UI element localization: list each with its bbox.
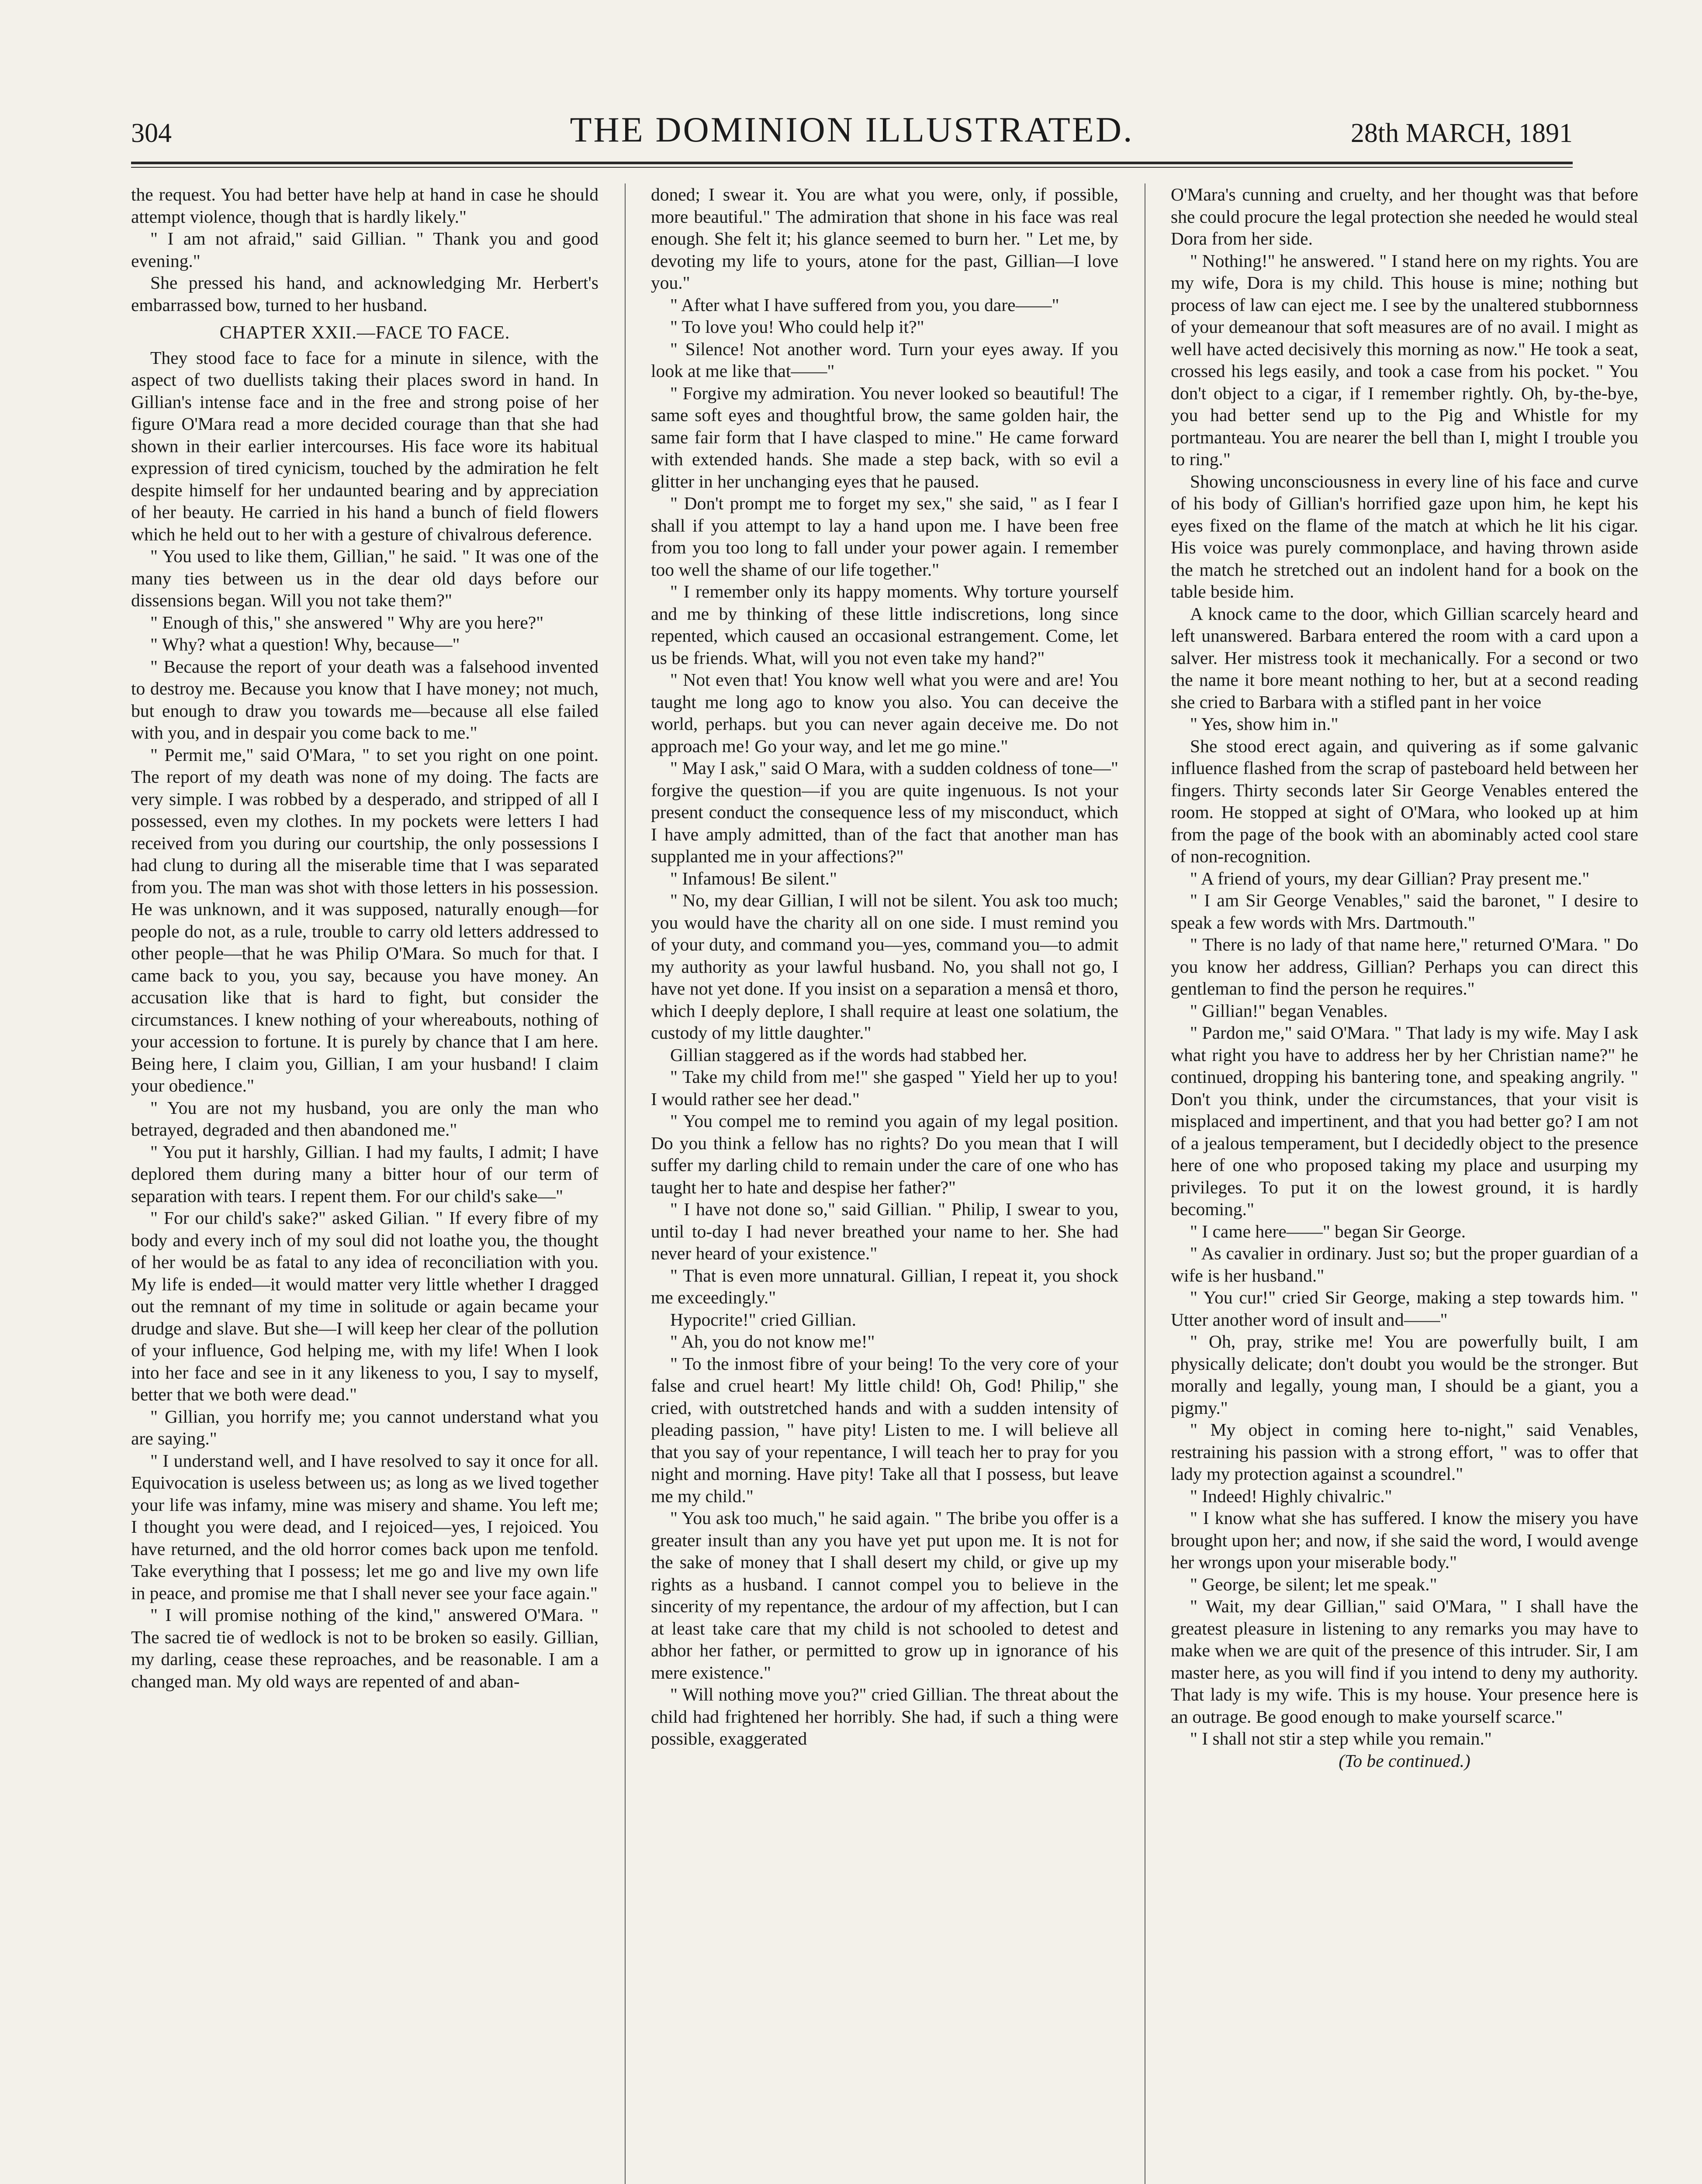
paragraph: A knock came to the door, which Gillian scarcely heard and left unanswered. Barbara entered the room with a card upon a salver. Her mistress took it mechanically. For a second or two the name it bore meant nothing to her, but at a second reading she cried to Barbara with a stifled pant in her voice	[1171, 603, 1638, 712]
paragraph: " Because the report of your death was a falsehood invented to destroy me. Because you know that I have money; not much, but enough to draw you towards me—because all else failed with you, and in despair you come back to me."	[131, 656, 598, 743]
paragraph: " I am Sir George Venables," said the baronet, " I desire to speak a few words with Mrs. Dartmouth."	[1171, 890, 1638, 933]
paragraph: " No, my dear Gillian, I will not be silent. You ask too much; you would have the charity all on one side. I must remind you of your duty, and command you—yes, command you—to admit my authority as your lawful husband. No, you shall not go, I have not yet done. If you insist on a separation a mensâ et thoro, which I deeply deplore, I shall require at least one solatium, the custody of my little daughter."	[651, 890, 1118, 1043]
paragraph: " Take my child from me!" she gasped " Yield her up to you! I would rather see her dead."	[651, 1067, 1118, 1109]
paragraph: " Not even that! You know well what you were and are! You taught me long ago to know you also. You can deceive the world, perhaps. but you can never again deceive me. Do not approach me! Go your way, and let me go mine."	[651, 670, 1118, 756]
column-divider	[625, 183, 626, 2184]
paragraph: She pressed his hand, and acknowledging Mr. Herbert's embarrassed bow, turned to her husband.	[131, 273, 598, 315]
paragraph: " Gillian, you horrify me; you cannot understand what you are saying."	[131, 1406, 598, 1448]
paragraph: " I shall not stir a step while you remain."	[1190, 1728, 1492, 1749]
column-1	[131, 183, 598, 2184]
paragraph: " Will nothing move you?" cried Gillian. The threat about the child had frightened her horribly. She had, if such a thing were possible, exaggerated	[651, 1684, 1118, 1749]
paragraph: " You put it harshly, Gillian. I had my faults, I admit; I have deplored them during many a bitter hour of our term of separation with tears. I repent them. For our child's sake—"	[131, 1141, 598, 1206]
paragraph: " I remember only its happy moments. Why torture yourself and me by thinking of these little indiscretions, long since repented, which caused an occasional estrangement. Come, let us be friends. What, will you not even take my hand?"	[651, 581, 1118, 668]
paragraph: " Nothing!" he answered. " I stand here on my rights. You are my wife, Dora is my child. This house is mine; nothing but process of law can eject me. I see by the unaltered stubbornness of your demeanour that soft measures are of no avail. I might as well have acted decisively this morning as now." He took a seat, crossed his legs easily, and took a case from his pocket. " You don't object to a cigar, if I remember rightly. Oh, by-the-bye, you had better send up to the Pig and Whistle for my portmanteau. You are nearer the bell than I, might I trouble you to ring."	[1171, 250, 1638, 469]
paragraph: " After what I have suffered from you, you dare——"	[670, 294, 1059, 315]
paragraph: " You cur!" cried Sir George, making a step towards him. " Utter another word of insult and——"	[1171, 1287, 1638, 1330]
paragraph: " Silence! Not another word. Turn your eyes away. If you look at me like that——"	[651, 339, 1118, 381]
paragraph: She stood erect again, and quivering as if some galvanic influence flashed from the scrap of pasteboard held between her fingers. Thirty seconds later Sir George Venables entered the room. He stopped at sight of O'Mara, who looked up at him from the page of the book with an abominably acted cool stare of non-recognition.	[1171, 736, 1638, 866]
paragraph: " Pardon me," said O'Mara. " That lady is my wife. May I ask what right you have to address her by her Christian name?" he continued, dropping his bantering tone, and speaking angrily. " Don't you think, under the circumstances, that your visit is misplaced and impertinent, and that you had better go? I am not of a jealous temperament, but I decidedly object to the presence here of one who proposed taking my place and usurping my privileges. To put it on the lowest ground, it is hardly becoming."	[1171, 1023, 1638, 1219]
paragraph: " Forgive my admiration. You never looked so beautiful! The same soft eyes and thoughtful brow, the same golden hair, the same fair form that I have clasped to mine." He came forward with extended hands. She made a step back, with so evil a glitter in her unchanging eyes that he paused.	[651, 383, 1118, 491]
paragraph: " That is even more unnatural. Gillian, I repeat it, you shock me exceedingly."	[651, 1265, 1118, 1307]
to-be-continued: (To be continued.)	[1339, 1750, 1470, 1771]
paragraph: " Wait, my dear Gillian," said O'Mara, " I shall have the greatest pleasure in listening to any remarks you may have to make when we are quit of the presence of this intruder. Sir, I am master here, as you will find if you intend to deny my authority. That lady is my wife. This is my house. Your presence here is an outrage. Be good enough to make yourself scarce."	[1171, 1596, 1638, 1727]
paragraph: Gillian staggered as if the words had stabbed her.	[670, 1044, 1027, 1065]
paragraph: the request. You had better have help at hand in case he should attempt violence, though that is hardly likely."	[131, 184, 598, 227]
header-rule-thin	[131, 167, 1573, 168]
paragraph: " Infamous! Be silent."	[670, 868, 837, 888]
paragraph: " I have not done so," said Gillian. " Philip, I swear to you, until to-day I had never breathed your name to her. She had never heard of your existence."	[651, 1199, 1118, 1263]
paragraph: " For our child's sake?" asked Gilian. " If every fibre of my body and every inch of my soul did not loathe you, the thought of her would be as fatal to any idea of reconciliation with you. My life is ended—it would matter very little whether I dragged out the remnant of my time in solitude or again became your drudge and slave. But she—I will keep her clear of the pollution of your influence, God helping me, with my life! When I look into her face and see in it any likeness to you, I say to myself, better that we both were dead."	[131, 1208, 598, 1404]
paragraph: " There is no lady of that name here," returned O'Mara. " Do you know her address, Gillian? Perhaps you can direct this gentleman to find the person he requires."	[1171, 934, 1638, 999]
column-2	[651, 183, 1118, 2184]
paragraph: " Why? what a question! Why, because—"	[150, 634, 460, 654]
paragraph: " I am not afraid," said Gillian. " Thank you and good evening."	[131, 228, 598, 271]
paragraph: " Oh, pray, strike me! You are powerfully built, I am physically delicate; don't doubt you would be the stronger. But morally and legally, young man, I should be a giant, you a pigmy."	[1171, 1331, 1638, 1418]
paragraph: They stood face to face for a minute in silence, with the aspect of two duellists taking their places sword in hand. In Gillian's intense face and in the free and strong poise of her figure O'Mara read a more decided courage than that she had shown in their earlier intercourses. His face wore its habitual expression of tired cynicism, touched by the admiration he felt despite himself for her undaunted bearing and by appreciation of her beauty. He carried in his hand a bunch of field flowers which he held out to her with a gesture of chivalrous deference.	[131, 347, 598, 544]
header-rule	[131, 162, 1573, 164]
paragraph: " A friend of yours, my dear Gillian? Pray present me."	[1190, 868, 1590, 888]
publication-title: THE DOMINION ILLUSTRATED.	[570, 110, 1134, 149]
paragraph: " My object in coming here to-night," said Venables, restraining his passion with a strong effort, " was to offer that lady my protection against a scoundrel."	[1171, 1420, 1638, 1484]
paragraph: doned; I swear it. You are what you were, only, if possible, more beautiful." The admiration that shone in his face was real enough. She felt it; his glance seemed to burn her. " Let me, by devoting my life to yours, atone for the past, Gillian—I love you."	[651, 184, 1118, 293]
paragraph: " You used to like them, Gillian," he said. " It was one of the many ties between us in the dear old days before our dissensions began. Will you not take them?"	[131, 546, 598, 610]
page-number: 304	[131, 118, 172, 148]
paragraph: " You ask too much," he said again. " The bribe you offer is a greater insult than any you have yet put upon me. It is not for the sake of money that I shall desert my child, or give up my rights as a husband. I cannot compel you to believe in the sincerity of my repentance, the ardour of my affection, but I can at least take care that my child is not schooled to detest and abhor her father, or permitted to grow up in ignorance of his mere existence."	[651, 1508, 1118, 1683]
paragraph: " Ah, you do not know me!"	[670, 1331, 875, 1351]
issue-date: 28th MARCH, 1891	[1350, 118, 1573, 148]
paragraph: O'Mara's cunning and cruelty, and her thought was that before she could procure the legal protection she needed he would steal Dora from her side.	[1171, 184, 1638, 249]
paragraph: Showing unconsciousness in every line of his face and curve of his body of Gillian's horrified gaze upon him, he kept his eyes fixed on the flame of the match at which he lit his cigar. His voice was purely commonplace, and having thrown aside the match he stretched out an indolent hand for a book on the table beside him.	[1171, 471, 1638, 601]
paragraph: " I know what she has suffered. I know the misery you have brought upon her; and now, if she said the word, I would avenge her wrongs upon your miserable body."	[1171, 1508, 1638, 1572]
paragraph: " As cavalier in ordinary. Just so; but the proper guardian of a wife is her husband."	[1171, 1243, 1638, 1286]
chapter-heading: CHAPTER XXII.—FACE TO FACE.	[219, 323, 510, 343]
paragraph: Hypocrite!" cried Gillian.	[670, 1309, 857, 1330]
paragraph: " Don't prompt me to forget my sex," she said, " as I fear I shall if you attempt to lay a hand upon me. I have been free from you too long to fall under your power again. I remember too well the shame of our life together."	[651, 493, 1118, 580]
paragraph: " May I ask," said O Mara, with a sudden coldness of tone—" forgive the question—if you are quite ingenuous. Is not your present conduct the consequence less of my misconduct, which I have amply admitted, than of the fact that another man has supplanted me in your affections?"	[651, 758, 1118, 866]
paragraph: " Permit me," said O'Mara, " to set you right on one point. The report of my death was none of my doing. The facts are very simple. I was robbed by a desperado, and stripped of all I possessed, even my clothes. In my pockets were letters I had received from you during our courtship, the only possessions I had clung to during all the miserable time that I was separated from you. The man was shot with those letters in his possession. He was unknown, and it was supposed, naturally enough—for people do not, as a rule, trouble to carry old letters addressed to other people—that he was Philip O'Mara. So much for that. I came back to you, you say, because you have money. An accusation like that is hard to fight, but consider the circumstances. I knew nothing of your whereabouts, nothing of your accession to fortune. It is purely by chance that I am here. Being here, I claim you, Gillian, I am your husband! I claim your obedience."	[131, 744, 598, 1095]
paragraph: " I understand well, and I have resolved to say it once for all. Equivocation is useless between us; as long as we lived together your life was infamy, mine was misery and shame. You left me; I thought you were dead, and I rejoiced—yes, I rejoiced. You have returned, and the old horror comes back upon me tenfold. Take everything that I possess; let me go and live my own life in peace, and promise me that I shall never see your face again."	[131, 1450, 598, 1603]
paragraph: " Gillian!" began Venables.	[1190, 1000, 1388, 1021]
paragraph: " Indeed! Highly chivalric."	[1190, 1486, 1392, 1506]
paragraph: " To the inmost fibre of your being! To the very core of your false and cruel heart! My little child! Oh, God! Philip," she cried, with outstretched hands and with a sudden intensity of pleading passion, " have pity! Listen to me. I will believe all that you say of your repentance, I will teach her to pray for you night and morning. Have pity! Take all that I possess, but leave me my child."	[651, 1353, 1118, 1506]
paragraph: " Enough of this," she answered " Why are you here?"	[150, 612, 544, 632]
paragraph: " You are not my husband, you are only the man who betrayed, degraded and then abandoned me."	[131, 1097, 598, 1140]
paragraph: " George, be silent; let me speak."	[1190, 1574, 1437, 1594]
page-header	[131, 109, 1573, 157]
column-3	[1171, 183, 1638, 2184]
paragraph: " To love you! Who could help it?"	[670, 317, 924, 337]
paragraph: " You compel me to remind you again of my legal position. Do you think a fellow has no rights? Do you mean that I will suffer my darling child to remain under the care of one who has taught her to hate and despise her father?"	[651, 1111, 1118, 1197]
paragraph: " I will promise nothing of the kind," answered O'Mara. " The sacred tie of wedlock is not to be broken so easily. Gillian, my darling, cease these reproaches, and be reasonable. I am a changed man. My old ways are repented of and aban-	[131, 1605, 598, 1691]
paragraph: " Yes, show him in."	[1190, 714, 1339, 734]
paragraph: " I came here——" began Sir George.	[1190, 1221, 1466, 1241]
